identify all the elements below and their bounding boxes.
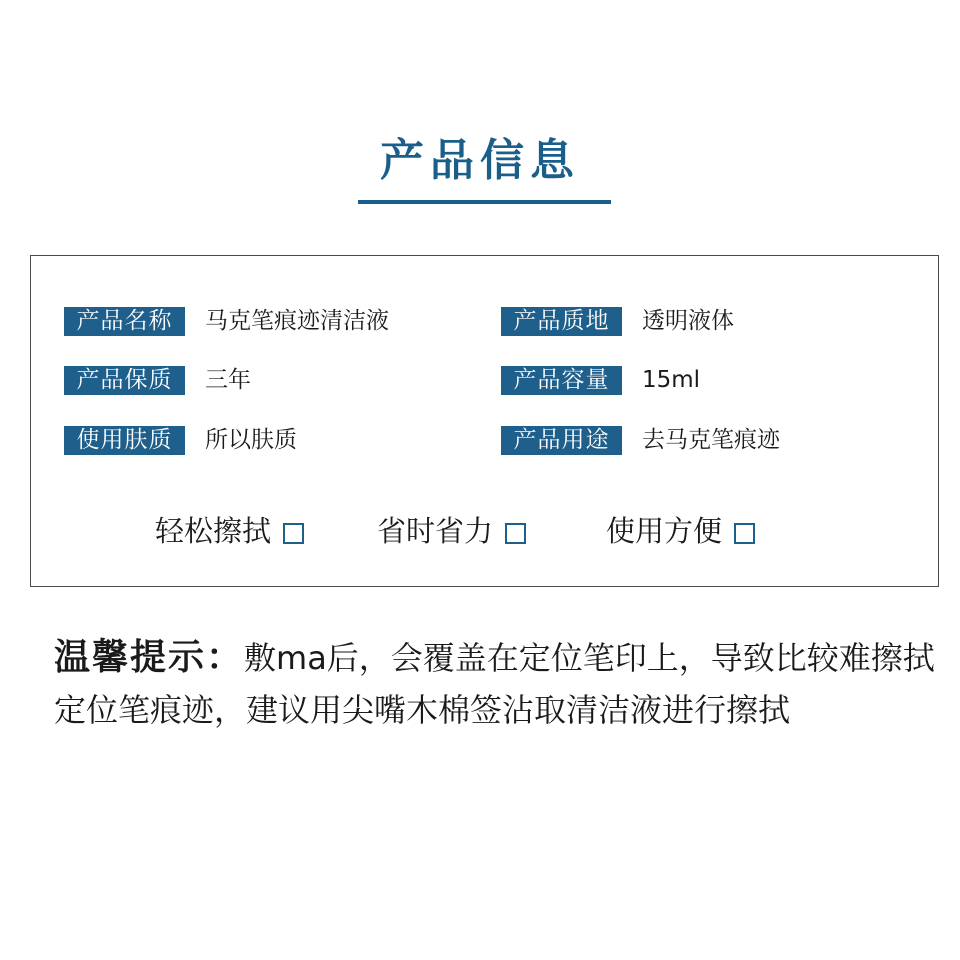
spec-label: 使用肤质 (64, 426, 185, 455)
feature-time-saving (377, 512, 526, 550)
spec-value: 三年 (205, 366, 251, 393)
checkbox-icon[interactable] (283, 523, 304, 544)
spec-row-volume (501, 364, 700, 396)
tip-text: 敷ma后，会覆盖在定位笔印上，导致比较难擦拭定位笔痕迹，建议用尖嘴木棉签沾取清洁液进行擦拭 (54, 639, 935, 729)
spec-row-name (64, 305, 389, 337)
spec-row-texture (501, 305, 734, 337)
feature-convenient (606, 512, 755, 550)
page-title: 产品信息 (380, 135, 580, 186)
spec-row-shelf-life (64, 364, 251, 396)
spec-label: 产品质地 (501, 307, 622, 336)
spec-label: 产品保质 (64, 366, 185, 395)
title-underline (358, 200, 611, 204)
checkbox-icon[interactable] (734, 523, 755, 544)
spec-value: 透明液体 (642, 307, 734, 334)
spec-value: 所以肤质 (205, 426, 297, 453)
spec-row-skin-type (64, 424, 297, 456)
feature-label: 省时省力 (377, 514, 494, 548)
spec-label: 产品名称 (64, 307, 185, 336)
checkbox-icon[interactable] (505, 523, 526, 544)
feature-easy-wipe (155, 512, 304, 550)
spec-value: 马克笔痕迹清洁液 (205, 307, 389, 334)
spec-label: 产品用途 (501, 426, 622, 455)
spec-label: 产品容量 (501, 366, 622, 395)
spec-value: 去马克笔痕迹 (642, 426, 780, 453)
tip-heading: 温馨提示： (54, 637, 245, 678)
feature-label: 使用方便 (606, 514, 723, 548)
spec-row-usage (501, 424, 780, 456)
warm-tip (54, 632, 944, 736)
feature-label: 轻松擦拭 (155, 514, 272, 548)
spec-value: 15ml (642, 366, 701, 393)
